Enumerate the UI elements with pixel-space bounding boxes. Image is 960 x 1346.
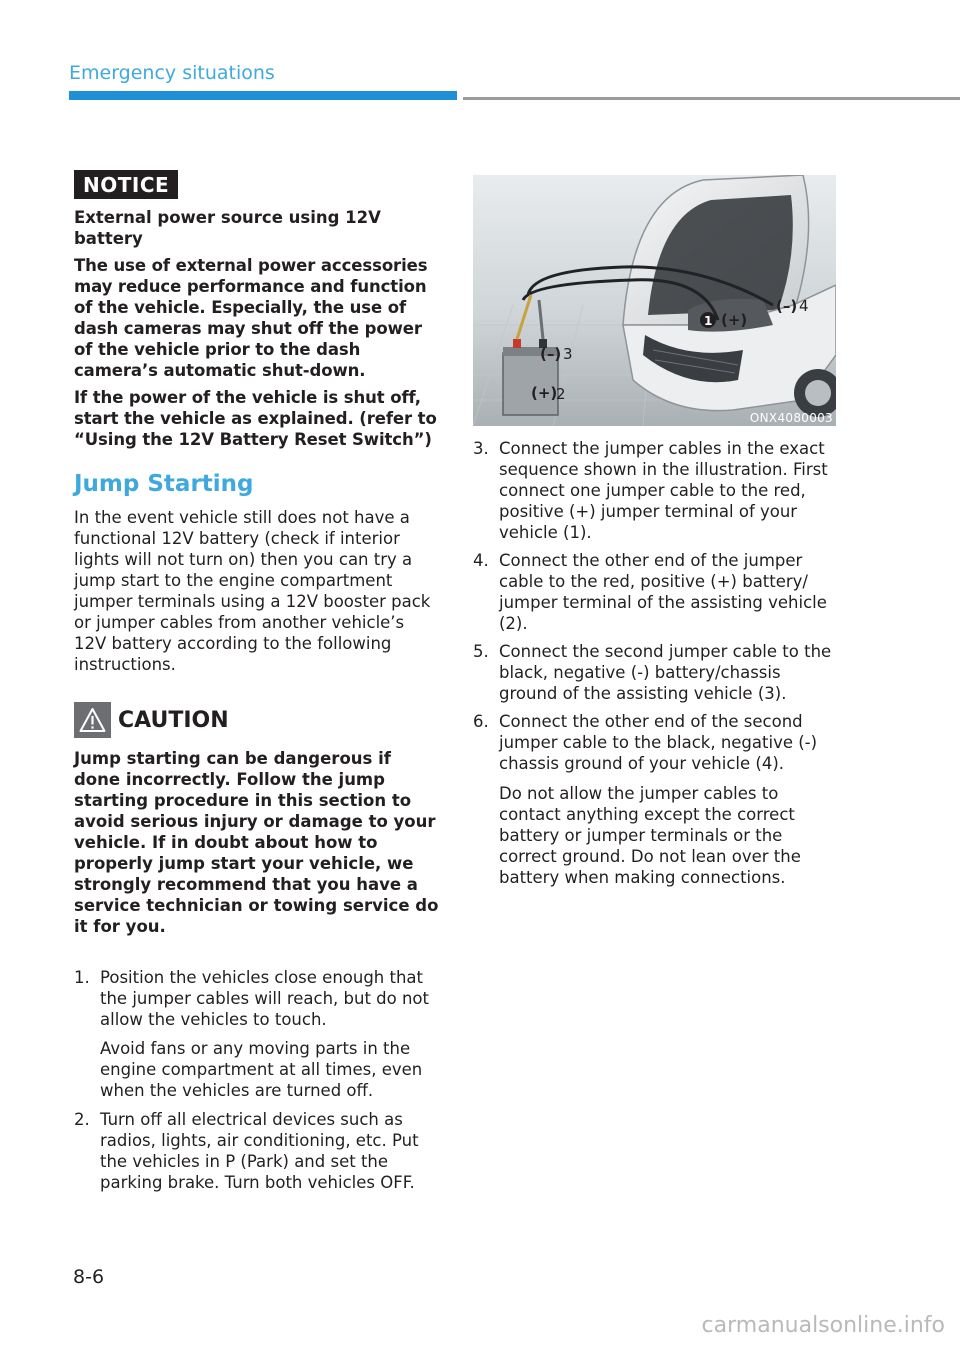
warning-triangle-icon [74, 702, 111, 738]
step-number: 2. [74, 1110, 90, 1129]
list-item [473, 438, 838, 543]
step-number: 3. [473, 439, 489, 458]
watermark[interactable]: carmanualsonline.info [701, 1313, 945, 1338]
page-number: 8-6 [73, 1266, 105, 1288]
step-text: Connect the second jumper cable to the black, negative (-) battery/chassis ground of the assisting vehicle (3). [499, 642, 832, 703]
caution-text: Jump starting can be dangerous if done incorrectly. Follow the jump starting procedure in this section to avoid serious injury or damage to your vehicle. If in doubt about how to properly jump start your vehicle, we strongly recommend that you have a service technician or towing service do it for you. [74, 749, 439, 936]
callout-4: 4 [799, 297, 809, 315]
notice-paragraph: The use of external power accessories may reduce performance and function of the vehicle. Especially, the use of dash cameras may shut off the power of the vehicle prior to the dash camera’s automatic shut-down. [74, 256, 428, 380]
header-bar-accent [69, 91, 457, 100]
steps-list [473, 438, 838, 888]
callout-1: 1 [704, 314, 713, 328]
notice-badge: NOTICE [74, 170, 178, 199]
callout-3-sign: (–) [540, 345, 562, 363]
step-text: Turn off all electrical devices such as radios, lights, air conditioning, etc. Put the vehicles in P (Park) and set the parking brake. Turn both vehicles OFF. [100, 1110, 419, 1192]
right-column [473, 175, 838, 895]
step-note: Do not allow the jumper cables to contact anything except the correct battery or jumper terminals or the correct ground. Do not lean over the battery when making connections. [499, 784, 801, 887]
step-number: 1. [74, 968, 90, 987]
list-item [473, 641, 838, 704]
steps-list [74, 967, 440, 1193]
list-item [473, 711, 838, 888]
notice-paragraph: If the power of the vehicle is shut off, start the vehicle as explained. (refer to “Using the 12V Battery Reset Switch”) [74, 388, 437, 449]
section-title: Emergency situations [69, 62, 275, 84]
callout-4-sign: (–) [776, 297, 798, 315]
step-text: Connect the other end of the second jumper cable to the black, negative (-) chassis ground of your vehicle (4). [499, 712, 818, 773]
figure-code: ONX4080003 [749, 411, 833, 425]
callout-1-sign: (+) [721, 311, 748, 329]
step-text: Position the vehicles close enough that the jumper cables will reach, but do not allow the vehicles to touch. [100, 968, 430, 1029]
list-item [74, 1109, 440, 1193]
step-text: Connect the other end of the jumper cable to the red, positive (+) battery/ jumper terminal of the assisting vehicle (2). [499, 551, 827, 633]
callout-3: 3 [563, 345, 573, 363]
caution-label: CAUTION [118, 707, 229, 733]
step-number: 4. [473, 551, 489, 570]
step-note: Avoid fans or any moving parts in the engine compartment at all times, even when the vehicles are turned off. [100, 1039, 423, 1100]
list-item [74, 967, 440, 1101]
step-number: 5. [473, 642, 489, 661]
jump-start-illustration [473, 175, 836, 426]
header-bar-divider [463, 97, 960, 100]
jump-starting-heading: Jump Starting [74, 471, 254, 497]
left-column [74, 170, 440, 1201]
jump-starting-intro: In the event vehicle still does not have a functional 12V battery (check if interior lights will not turn on) then you can try a jump start to the engine compartment jumper terminals using a 12V booster pack or jumper cables from another vehicle’s 12V battery according to the following instructions. [74, 508, 431, 674]
callout-2: 2 [556, 385, 566, 403]
caution-header [74, 702, 440, 738]
callout-2-sign: (+) [531, 384, 558, 402]
list-item [473, 550, 838, 634]
step-text: Connect the jumper cables in the exact sequence shown in the illustration. First connect one jumper cable to the red, positive (+) jumper terminal of your vehicle (1). [499, 439, 828, 542]
notice-heading: External power source using 12V battery [74, 208, 381, 248]
step-number: 6. [473, 712, 489, 731]
